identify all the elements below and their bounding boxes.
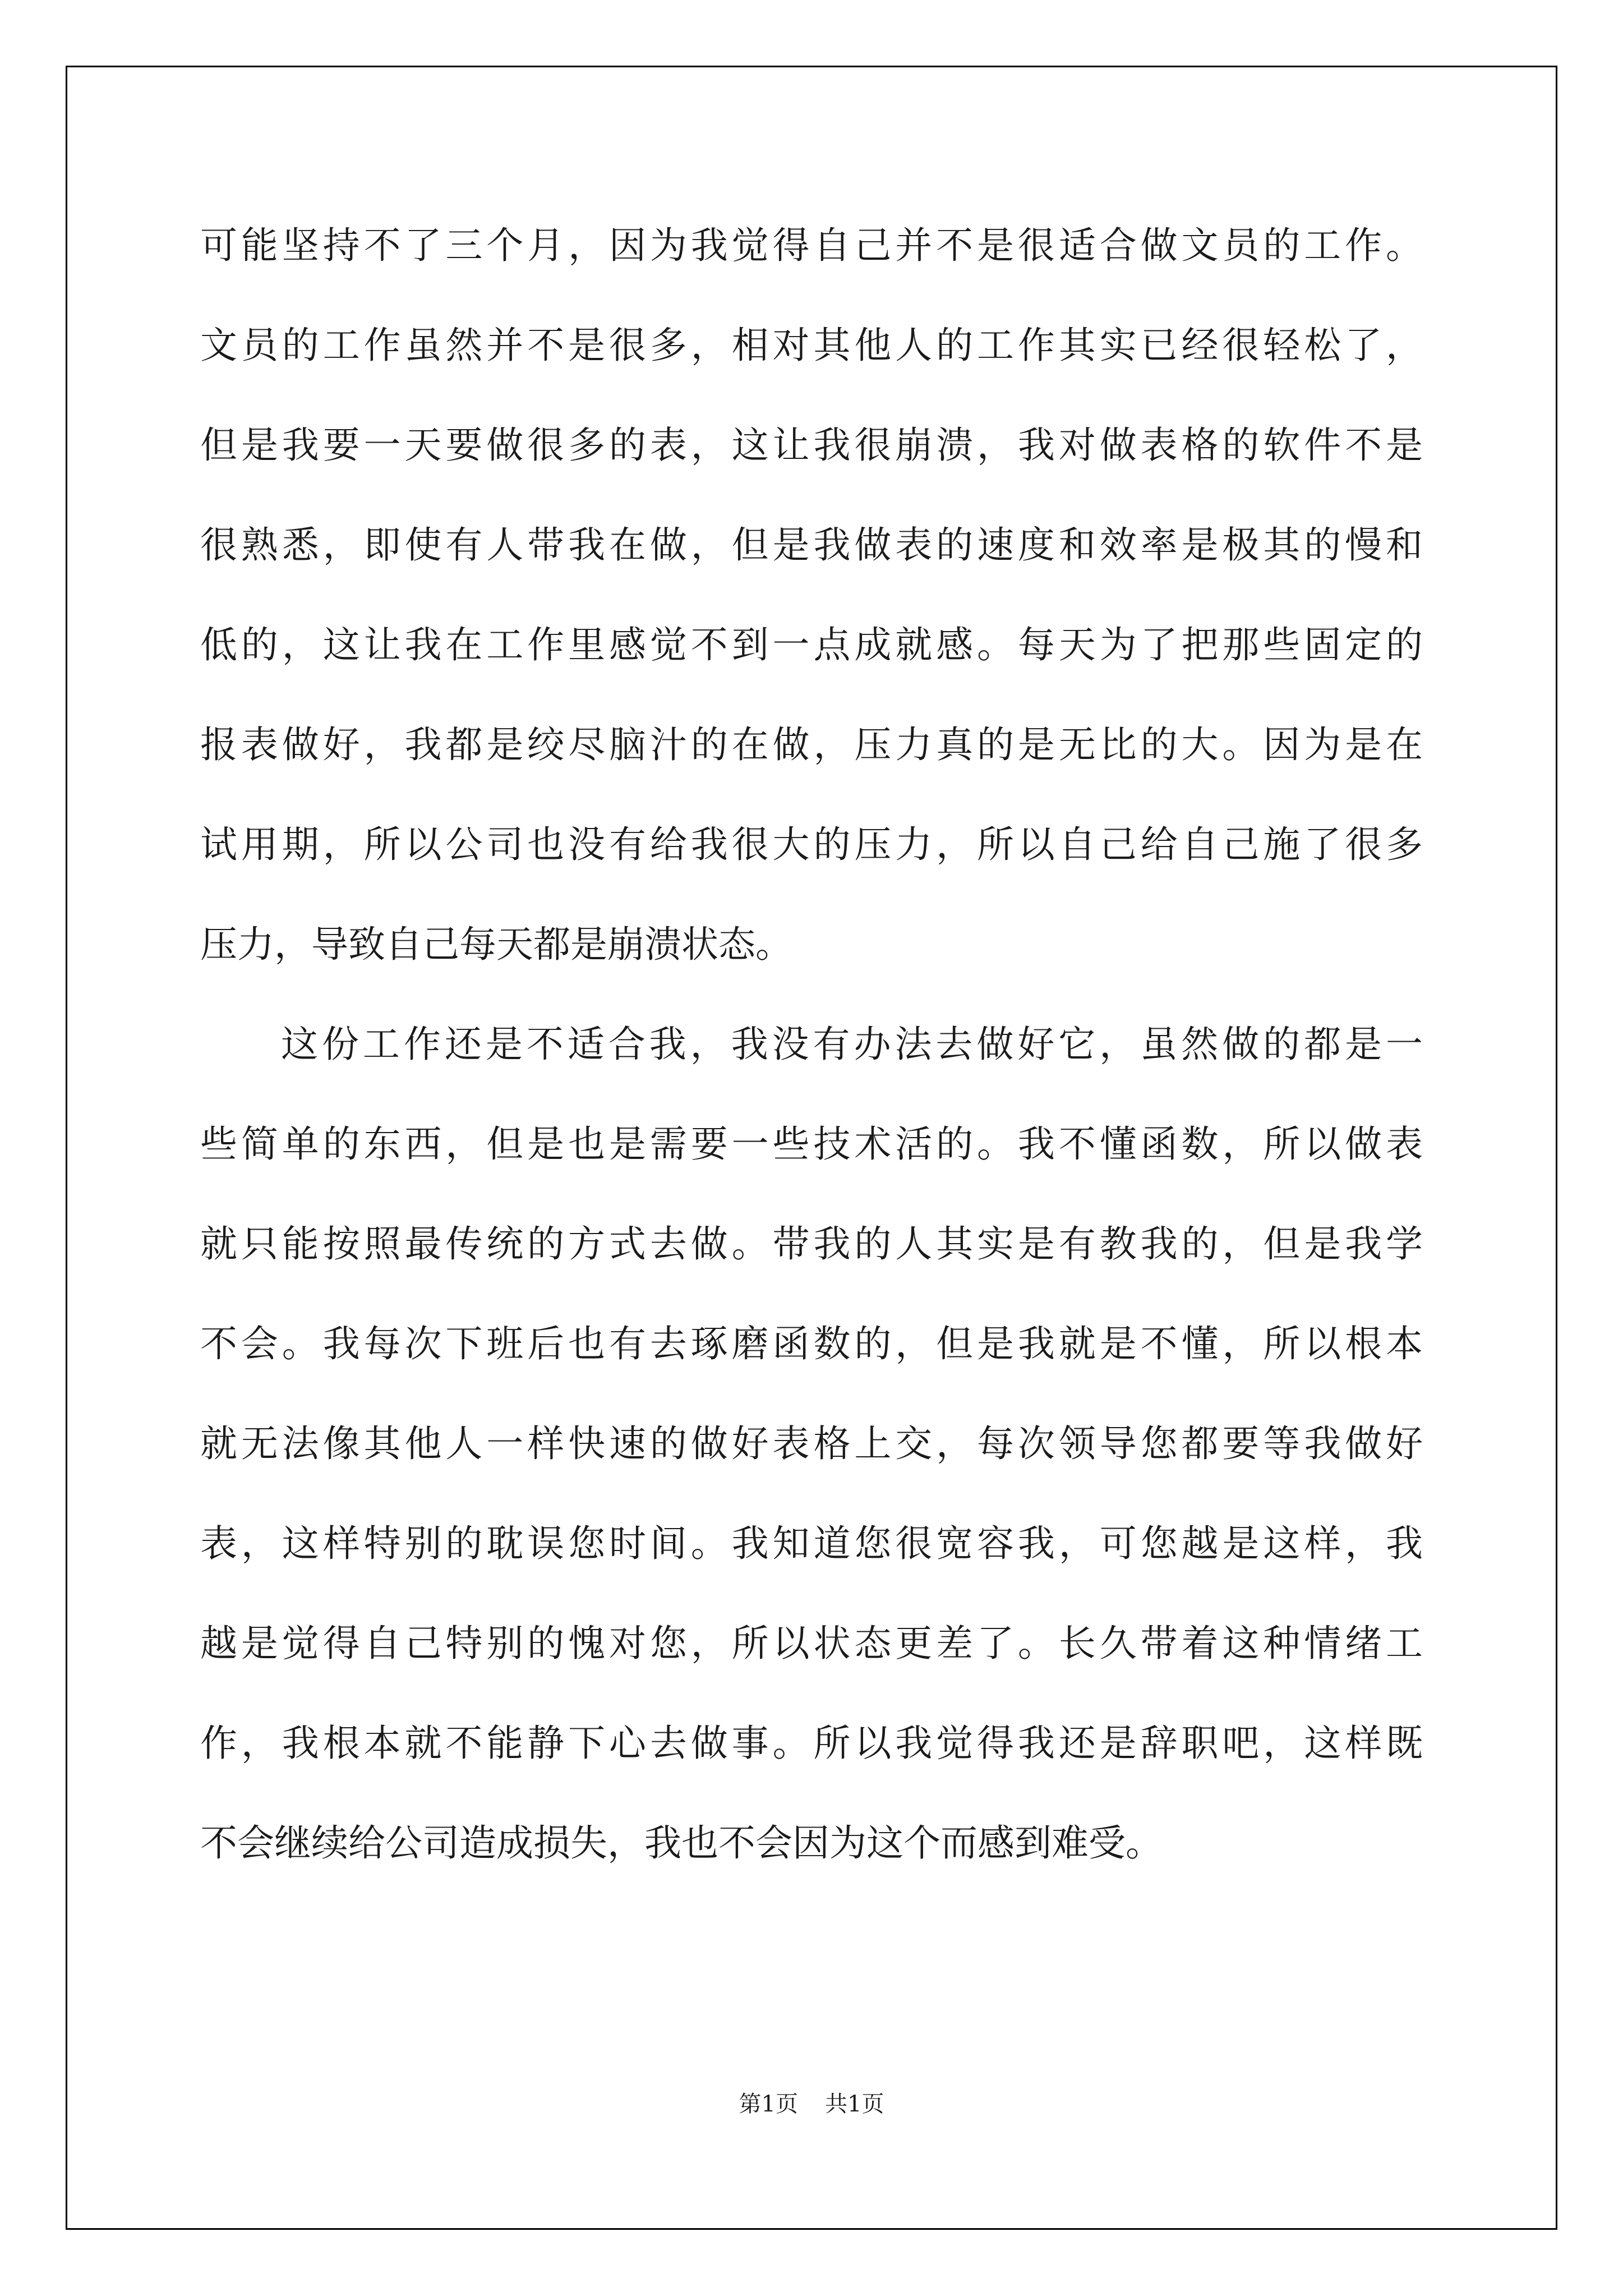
- document-body: [200, 196, 1423, 1893]
- paragraph-2-line-5: 就无法像其他人一样快速的做好表格上交，每次领导您都要等我做好: [200, 1422, 1423, 1465]
- paragraph-1-line-2: 文员的工作虽然并不是很多，相对其他人的工作其实已经很轻松了，: [200, 324, 1423, 367]
- paragraph-1-line-7: 试用期，所以公司也没有给我很大的压力，所以自己给自己施了很多: [200, 823, 1423, 866]
- page-total: 共1页: [825, 2091, 884, 2117]
- paragraph-2-line-1: 这份工作还是不适合我，我没有办法去做好它，虽然做的都是一: [281, 1023, 1423, 1066]
- paragraph-2-line-7: 越是觉得自己特别的愧对您，所以状态更差了。长久带着这种情绪工: [200, 1622, 1423, 1665]
- paragraph-1-line-1: 可能坚持不了三个月，因为我觉得自己并不是很适合做文员的工作。: [200, 224, 1423, 267]
- paragraph-2-line-9: 不会继续给公司造成损失，我也不会因为这个而感到难受。: [200, 1821, 1163, 1865]
- paragraph-2-line-8: 作，我根本就不能静下心去做事。所以我觉得我还是辞职吧，这样既: [200, 1722, 1423, 1765]
- paragraph-2-line-4: 不会。我每次下班后也有去琢磨函数的，但是我就是不懂，所以根本: [200, 1322, 1423, 1365]
- paragraph-1-line-3: 但是我要一天要做很多的表，这让我很崩溃，我对做表格的软件不是: [200, 424, 1423, 467]
- paragraph-2-line-3: 就只能按照最传统的方式去做。带我的人其实是有教我的，但是我学: [200, 1222, 1423, 1266]
- paragraph-2-line-6: 表，这样特别的耽误您时间。我知道您很宽容我，可您越是这样，我: [200, 1522, 1423, 1565]
- paragraph-1-line-8: 压力，导致自己每天都是崩溃状态。: [200, 923, 792, 966]
- page-footer: [0, 2090, 1623, 2118]
- paragraph-1-line-6: 报表做好，我都是绞尽脑汁的在做，压力真的是无比的大。因为是在: [200, 723, 1423, 766]
- page-number: 第1页: [739, 2091, 798, 2117]
- paragraph-2-line-2: 些简单的东西，但是也是需要一些技术活的。我不懂函数，所以做表: [200, 1122, 1423, 1166]
- paragraph-1-line-4: 很熟悉，即使有人带我在做，但是我做表的速度和效率是极其的慢和: [200, 523, 1423, 567]
- paragraph-1-line-5: 低的，这让我在工作里感觉不到一点成就感。每天为了把那些固定的: [200, 623, 1423, 666]
